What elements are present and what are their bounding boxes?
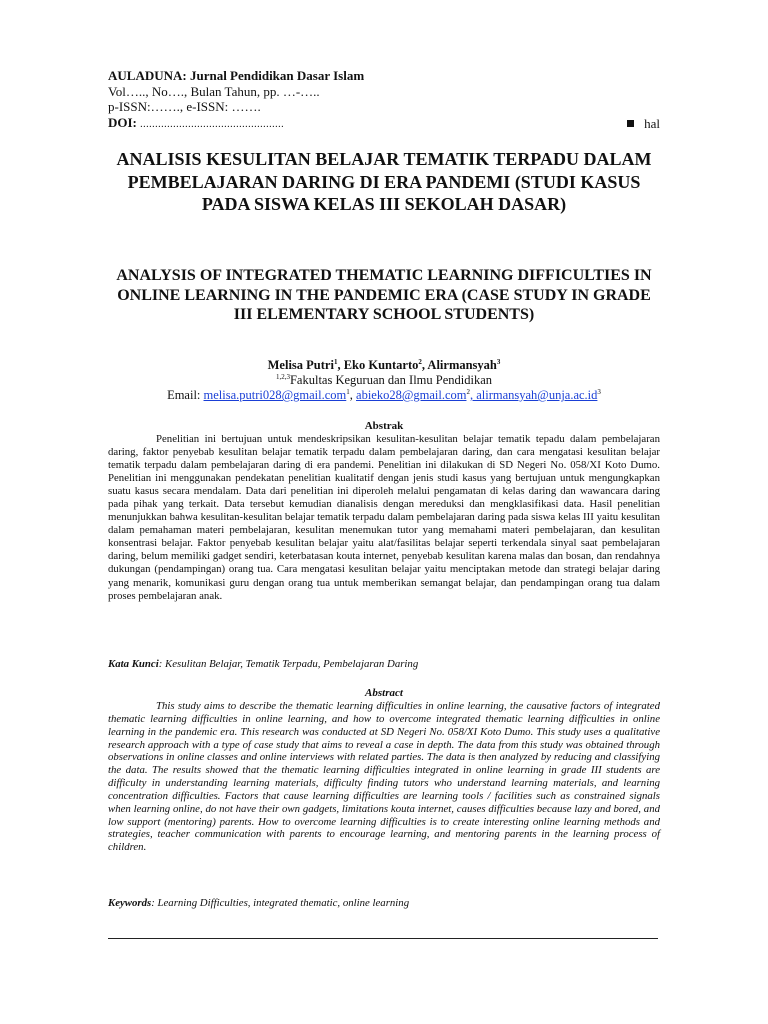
issn-line: p-ISSN:……., e-ISSN: ……. (108, 99, 261, 114)
kata-kunci-label: Kata Kunci (108, 658, 159, 670)
abstract-heading: Abstract (365, 687, 403, 699)
email-label: Email: (167, 388, 204, 402)
hal-label: hal (644, 115, 660, 131)
abstrak-body: Penelitian ini bertujuan untuk mendeskripsikan kesulitan-kesulitan belajar tematik tepadu dalam pembelajaran daring, faktor penyebab kesulitan belajar tematik terpadu dalam pembelajaran daring, dan cara mengatasi kesulitan belajar tematik terpadu dalam pembelajaran daring di era pandemi. Penelitian ini dilakukan di SD Negeri No. 058/XI Koto Dumo. Penelitian ini menggunakan pendekatan penelitian kualitatif dengan jenis studi kasus yang bertujuan untuk mengungkapkan suatu kasus secara mendalam. Data dari penelitian ini diperoleh melalui pengamatan di kelas daring dan wawancara daring pada pihak yang terkait. Data tersebut kemudian dianalisis dengan mereduksi dan mengklasifikasi data. Hasil penelitian menunjukkan bahwa kesulitan-kesulitan belajar tematik terpadu dalam pembelajaran daring pada siswa kelas III yaitu kesulitan dalam pemahaman materi pembelajaran, kesulitan menemukan tutor yang memahami materi pembelajaran, dan kesulitan konsentrasi belajar. Faktor penyebab kesulitan belajar yaitu alat/fasilitas belajar seperti terkendala sinyal saat pembelajaran daring, belum memiliki gadget sendiri, keterbatasan kouta internet, penyebab kesulitan karena malas dan bosan, dan rendahnya dukungan (pendampingan) orang tua. Cara mengatasi kesulitan belajar yaitu menciptakan metode dan strategi belajar daring yang menarik, komunikasi guru dengan orang tua untuk memberikan semangat belajar, dan pendampingan orang tua dalam proses pembelajaran anak. (108, 433, 660, 602)
doi-row (108, 115, 660, 133)
volume-line: Vol….., No…., Bulan Tahun, pp. …-….. (108, 83, 320, 99)
author-block (108, 358, 660, 403)
email-2-sup: 2 (466, 387, 470, 396)
author-1: Melisa Putri (267, 358, 334, 372)
email-link-3[interactable]: , alirmansyah@unja.ac.id (469, 388, 598, 402)
abstrak-heading: Abstrak (364, 420, 404, 432)
kata-kunci-value: : Kesulitan Belajar, Tematik Terpadu, Pembelajaran Daring (158, 658, 419, 670)
affiliation (108, 373, 660, 388)
author-1-sup: 1 (333, 357, 338, 366)
keywords (108, 897, 660, 909)
title-english: ANALYSIS OF INTEGRATED THEMATIC LEARNING DIFFICULTIES IN ONLINE LEARNING IN THE PANDEMIC ERA (CASE STUDY IN GRADE III ELEMENTARY SCHOOL STUDENTS) (116, 267, 652, 323)
author-3: Alirmansyah (427, 358, 497, 372)
email-link-2[interactable]: abieko28@gmail.com (356, 388, 467, 402)
square-bullet-icon (627, 120, 634, 127)
journal-name: AULADUNA: Jurnal Pendidikan Dasar Islam (108, 68, 365, 83)
email-link-1[interactable]: melisa.putri028@gmail.com (203, 388, 347, 402)
footer-divider (108, 938, 658, 939)
journal-header (108, 68, 660, 132)
keywords-value: : Learning Difficulties, integrated thematic, online learning (151, 897, 410, 909)
doi-label: DOI: (108, 114, 137, 130)
author-separator: , (337, 358, 344, 372)
author-3-sup: 3 (496, 357, 501, 366)
keywords-label: Keywords (108, 897, 152, 909)
author-names (108, 358, 660, 373)
affiliation-sup: 1,2,3 (275, 372, 290, 381)
author-separator: , (421, 358, 428, 372)
doi-value: ................................................ (140, 118, 285, 130)
email-1-sup: 1 (346, 387, 350, 396)
page-number (627, 116, 660, 132)
title-indonesian: ANALISIS KESULITAN BELAJAR TEMATIK TERPADU DALAM PEMBELAJARAN DARING DI ERA PANDEMI (STUDI KASUS PADA SISWA KELAS III SEKOLAH DASAR) (116, 149, 652, 214)
kata-kunci (108, 658, 660, 670)
abstract-body: This study aims to describe the thematic learning difficulties in online learning, the causative factors of integrated thematic learning difficulties in online learning, and how to overcome integrated thematic learning difficulties in online learning in the pandemic era. This research was conducted at SD Negeri No. 058/XI Koto Dumo. This study uses a qualitative research approach with a type of case study that aims to reveal a case in depth. The data from this study was obtained through observations in online classes and online interviews with related parties. The data is then analyzed by reducing and classifying the data. The results showed that the thematic learning difficulties integrated in online learning in grade III students are difficulty in understanding learning materials, difficulty finding tutors who understand learning materials, and learning concentration difficulties. Factors that cause learning difficulties are learning tools / facilities such as constrained signals when learning online, do not have their own gadgets, limitations kouta internet, causes difficulties because lazy and bored, and low support (mentoring) parents. How to overcome learning difficulties is to create interesting online learning methods and strategies, teacher communication with parents to encourage learning, and mentoring parents in the learning process of children. (108, 700, 660, 854)
affiliation-text: Fakultas Keguruan dan Ilmu Pendidikan (289, 373, 493, 387)
author-2: Eko Kuntarto (343, 358, 419, 372)
email-3-sup: 3 (597, 387, 601, 396)
email-separator: , (349, 388, 357, 402)
author-2-sup: 2 (418, 357, 422, 366)
email-line (108, 388, 660, 403)
